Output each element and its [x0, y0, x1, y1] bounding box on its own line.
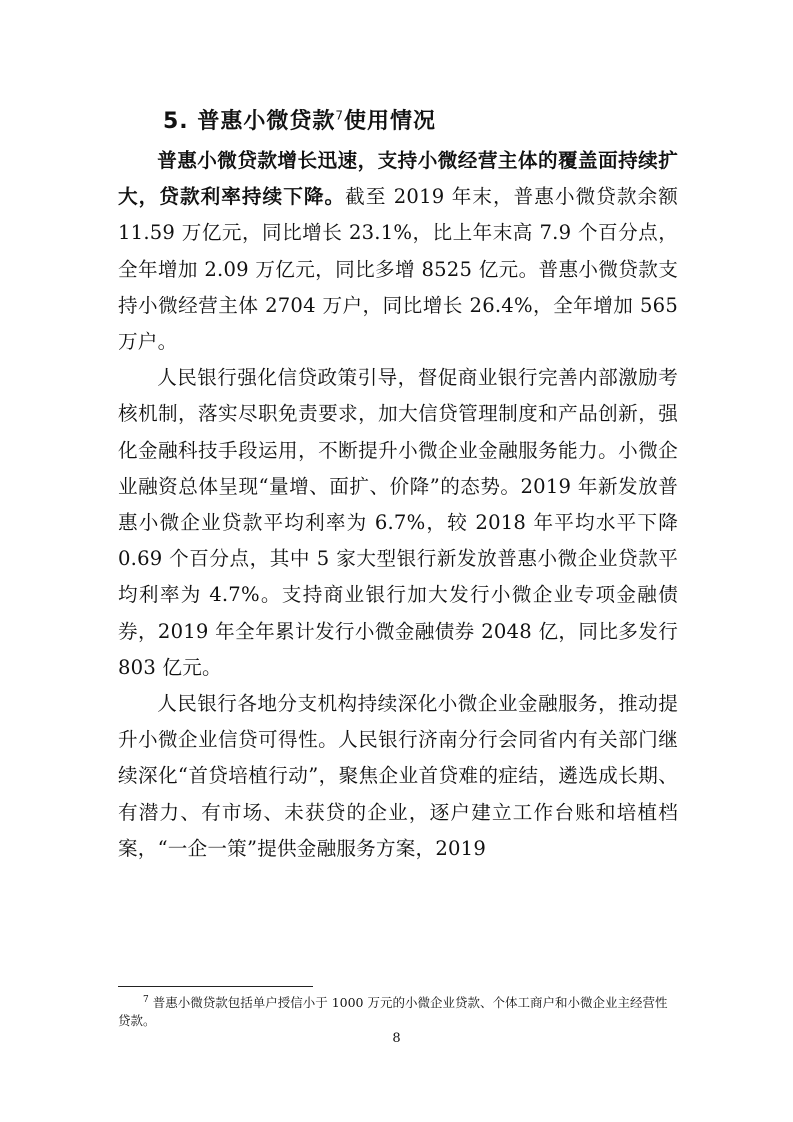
footnote-text: 普惠小微贷款包括单户授信小于 1000 万元的小微企业贷款、个体工商户和小微企业主经营性贷款。 [118, 995, 668, 1029]
footnote [118, 991, 678, 1030]
section-title-suffix: 使用情况 [344, 109, 437, 134]
paragraph: 人民银行各地分支机构持续深化小微企业金融服务，推动提升小微企业信贷可得性。人民银行济南分行会同省内有关部门继续深化“首贷培植行动”，聚焦企业首贷难的症结，遴选成长期、有潜力、有市场、未获贷的企业，逐户建立工作台账和培植档案，“一企一策”提供金融服务方案，2019 [118, 692, 678, 860]
footnote-reference[interactable]: 7 [335, 108, 344, 123]
body-text [118, 143, 678, 867]
section-heading [163, 104, 436, 135]
paragraph-text: 截至 2019 年末，普惠小微贷款余额 11.59 万亿元，同比增长 23.1%，比上年末高 7.9 个百分点，全年增加 2.09 万亿元，同比多增 8525 亿元。普惠小微贷款支持小微经营主体 2704 万户，同比增长 26.4%，全年增加 565 万户。 [118, 185, 679, 354]
section-number: 5. [163, 109, 189, 134]
paragraph-lead: 普惠小微贷款增长迅速，支持小微经营主体的覆盖面持续扩大，贷款利率持续下降。 [118, 149, 678, 209]
footnote-divider [118, 986, 313, 987]
page-number: 8 [392, 1031, 401, 1046]
paragraph [118, 143, 678, 360]
section-title: 普惠小微贷款 [197, 109, 336, 134]
footnote-number: 7 [143, 995, 149, 1005]
paragraph: 人民银行强化信贷政策引导，督促商业银行完善内部激励考核机制，落实尽职免责要求，加大信贷管理制度和产品创新，强化金融科技手段运用，不断提升小微企业金融服务能力。小微企业融资总体呈现“量增、面扩、价降”的态势。2019 年新发放普惠小微企业贷款平均利率为 6.7%，较 2018 年平均水平下降 0.69 个百分点，其中 5 家大型银行新发放普惠小微企业贷款平均利率为 4.7%。支持商业银行加大发行小微企业专项金融债券，2019 年全年累计发行小微金融债券 2048 亿，同比多发行 803 亿元。 [118, 366, 678, 679]
